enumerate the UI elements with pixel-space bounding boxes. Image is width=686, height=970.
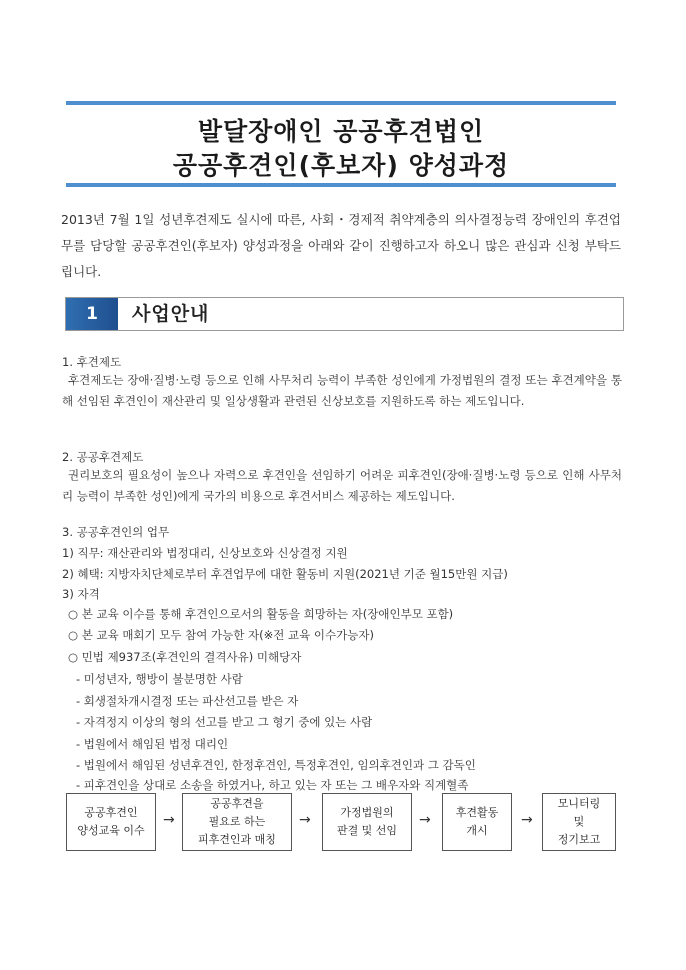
- disqualification-4: - 법원에서 해임된 법정 대리인: [76, 737, 229, 751]
- heading-public-guardianship: 2. 공공후견제도: [62, 450, 144, 464]
- disqualification-2: - 회생절차개시결정 또는 파산선고를 받은 자: [76, 694, 299, 708]
- section-header: [65, 297, 624, 331]
- disqualification-6: - 피후견인을 상대로 소송을 하였거나, 하고 있는 자 또는 그 배우자와 직계혈족: [76, 778, 469, 792]
- intro-paragraph: 2013년 7월 1일 성년후견제도 실시에 따른, 사회・경제적 취약계층의 의사결정능력 장애인의 후견업무를 담당할 공공후견인(후보자) 양성과정을 아래와 같이 진행하고자 하오니 많은 관심과 신청 부탁드립니다.: [61, 212, 621, 279]
- qualification-item-1: ○ 본 교육 이수를 통해 후견인으로서의 활동을 희망하는 자(장애인부모 포함): [68, 607, 454, 621]
- section-number: 1: [66, 298, 118, 330]
- body-guardianship: 후견제도는 장애·질병·노령 등으로 인해 사무처리 능력이 부족한 성인에게 가정법원의 결정 또는 후견계약을 통해 선임된 후견인이 재산관리 및 일상생활과 관련된 신상보호를 지원하도록 하는 제도입니다.: [62, 373, 622, 408]
- bottom-rule: [66, 183, 616, 187]
- flow-step-start: 후견활동 개시: [442, 793, 512, 851]
- benefit-line: 2) 혜택: 지방자치단체로부터 후견업무에 대한 활동비 지원(2021년 기준 월15만원 지급): [62, 567, 508, 581]
- title-line-1: 발달장애인 공공후견법인: [197, 117, 485, 146]
- flow-arrow-4: →: [521, 812, 533, 828]
- qualification-item-2: ○ 본 교육 매회기 모두 참여 가능한 자(※전 교육 이수가능자): [68, 628, 374, 642]
- flow-step-training: 공공후견인 양성교육 이수: [66, 793, 156, 851]
- flow-arrow-2: →: [299, 812, 311, 828]
- disqualification-5: - 법원에서 해임된 성년후견인, 한정후견인, 특정후견인, 임의후견인과 그 감독인: [76, 758, 476, 772]
- title-line-2: 공공후견인(후보자) 양성과정: [172, 151, 510, 180]
- flow-step-matching: 공공후견을 필요로 하는 피후견인과 매칭: [182, 793, 292, 851]
- body-public-guardianship: 권리보호의 필요성이 높으나 자력으로 후견인을 선임하기 어려운 피후견인(장애·질병·노령 등으로 인해 사무처리 능력이 부족한 성인)에게 국가의 비용으로 후견서비스 제공하는 제도입니다.: [62, 468, 622, 503]
- disqualification-3: - 자격정지 이상의 형의 선고를 받고 그 형기 중에 있는 사람: [76, 715, 373, 729]
- flow-step-court: 가정법원의 판결 및 선임: [322, 793, 412, 851]
- top-rule: [66, 101, 616, 105]
- section-title: 사업안내: [132, 303, 210, 325]
- heading-guardianship: 1. 후견제도: [62, 355, 122, 369]
- qualification-item-3: ○ 민법 제937조(후견인의 결격사유) 미해당자: [68, 650, 302, 664]
- flow-step-monitoring: 모니터링 및 정기보고: [542, 793, 616, 851]
- heading-duties: 3. 공공후견인의 업무: [62, 525, 170, 539]
- qualification-heading: 3) 자격: [62, 587, 100, 601]
- flow-arrow-1: →: [163, 812, 175, 828]
- duty-line: 1) 직무: 재산관리와 법정대리, 신상보호와 신상결정 지원: [62, 546, 348, 560]
- disqualification-1: - 미성년자, 행방이 불분명한 사람: [76, 672, 243, 686]
- flow-arrow-3: →: [419, 812, 431, 828]
